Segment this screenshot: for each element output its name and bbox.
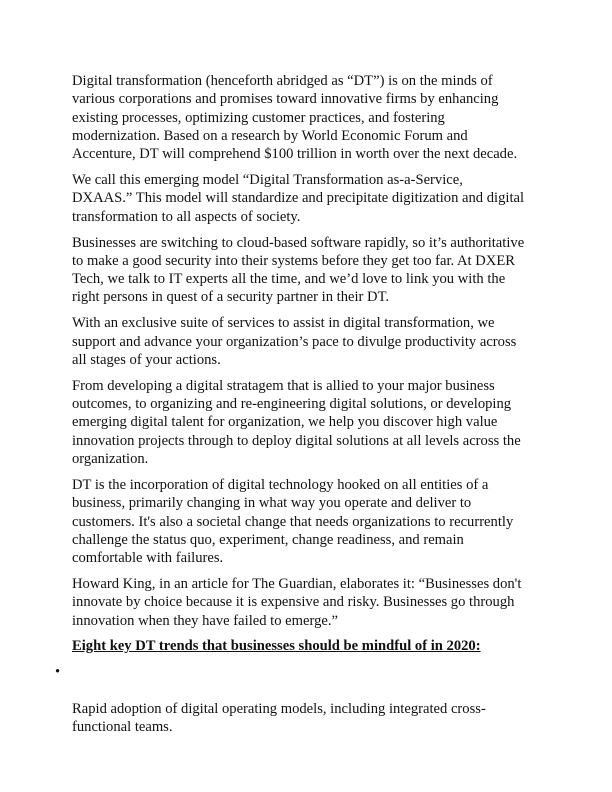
paragraph-dxaas: We call this emerging model “Digital Transformation as-a-Service, DXAAS.” This model will standardize and precipitate digitization and digital transformation to all aspects of society. bbox=[72, 172, 525, 225]
section-heading: Eight key DT trends that businesses should be mindful of in 2020: bbox=[72, 638, 481, 655]
paragraph-strategy: From developing a digital stratagem that is allied to your major business outcomes, to organizing and re-engineering digital solutions, or developing emerging digital talent for organization, we help you discover high value innovation projects through to deploy digital solutions at all levels across the organization. bbox=[72, 377, 521, 468]
paragraph-definition: DT is the incorporation of digital technology hooked on all entities of a business, primarily changing in what way you operate and deliver to customers. It's also a societal change that needs organizations to recurrently challenge the status quo, experiment, change readiness, and remain comfortable with failures. bbox=[72, 476, 514, 567]
paragraph-quote: Howard King, in an article for The Guardian, elaborates it: “Businesses don't innovate by choice because it is expensive and risky. Businesses go through innovation when they have failed to emerge.” bbox=[72, 575, 522, 629]
document-page bbox=[55, 72, 548, 737]
bullet-icon: • bbox=[55, 664, 61, 681]
trends-list bbox=[55, 663, 548, 736]
list-item bbox=[55, 663, 548, 736]
list-item-text: Rapid adoption of digital operating models, including integrated cross- functional teams. bbox=[72, 700, 486, 736]
paragraph-services: With an exclusive suite of services to assist in digital transformation, we support and advance your organization’s pace to divulge productivity across all stages of your actions. bbox=[72, 315, 517, 368]
paragraph-security: Businesses are switching to cloud-based software rapidly, so it’s authoritative to make a good security into their systems before they get too far. At DXER Tech, we talk to IT experts all the time, and we’d love to link you with the right persons in quest of a security partner in their DT. bbox=[72, 234, 525, 306]
paragraph-intro: Digital transformation (henceforth abridged as “DT”) is on the minds of various corporations and promises toward innovative firms by enhancing existing processes, optimizing customer practices, and fostering modernization. Based on a research by World Economic Forum and Accenture, DT will comprehend $100 trillion in worth over the next decade. bbox=[72, 73, 518, 163]
